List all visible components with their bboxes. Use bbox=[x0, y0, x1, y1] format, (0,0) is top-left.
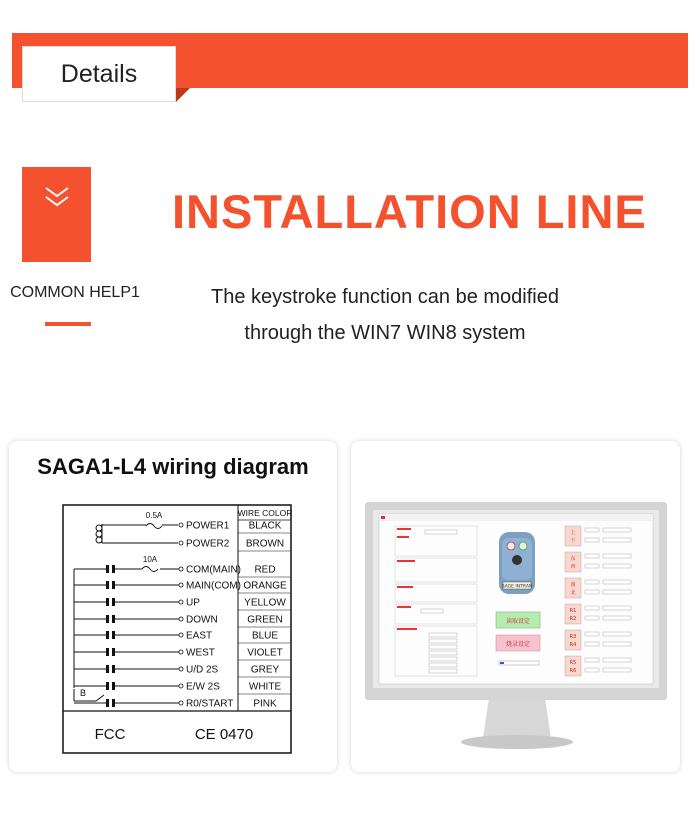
svg-text:读取设定: 读取设定 bbox=[505, 618, 531, 625]
wire-color-label: YELLOW bbox=[244, 597, 286, 609]
contact-symbol bbox=[112, 699, 115, 707]
key-input bbox=[585, 668, 599, 672]
wiring-row bbox=[74, 682, 291, 695]
key-input bbox=[585, 616, 599, 620]
contact-symbol bbox=[106, 699, 109, 707]
contact-symbol bbox=[106, 615, 109, 623]
contact-symbol bbox=[112, 565, 115, 573]
key-dropdown[interactable] bbox=[603, 632, 631, 636]
monitor-screenshot bbox=[365, 502, 667, 758]
wire-color-label: GREY bbox=[250, 664, 280, 676]
wiring-row bbox=[74, 565, 291, 578]
key-dropdown[interactable] bbox=[603, 580, 631, 584]
terminal-circle bbox=[179, 523, 183, 527]
wire-color-label: GREEN bbox=[247, 614, 283, 626]
transformer-symbol bbox=[96, 524, 178, 543]
wiring-row bbox=[74, 665, 291, 678]
double-chevron-down-icon bbox=[44, 185, 70, 211]
terminal-circle bbox=[179, 541, 183, 545]
wire-color-label: BLUE bbox=[251, 630, 279, 642]
key-dropdown[interactable] bbox=[603, 528, 631, 532]
details-label: Details bbox=[60, 59, 138, 88]
wire-color-label: BROWN bbox=[245, 538, 285, 550]
terminal-circle bbox=[179, 617, 183, 621]
contact-symbol bbox=[112, 615, 115, 623]
key-input bbox=[585, 564, 599, 568]
details-fold-decoration bbox=[176, 88, 190, 102]
read-settings-button[interactable] bbox=[496, 612, 540, 628]
fcc-label: FCC bbox=[94, 726, 126, 743]
contact-symbol bbox=[106, 565, 109, 573]
key-dropdown[interactable] bbox=[603, 668, 631, 672]
ce-label: CE 0470 bbox=[194, 726, 254, 743]
wire-color-label: PINK bbox=[253, 698, 277, 710]
contact-symbol bbox=[106, 682, 109, 690]
contact-symbol bbox=[106, 598, 109, 606]
software-card bbox=[351, 441, 680, 772]
key-tile-label: R5 bbox=[569, 660, 577, 666]
wire-color-label: WHITE bbox=[248, 681, 282, 693]
key-tile-label: 西 bbox=[570, 564, 576, 570]
app-logo-icon bbox=[381, 516, 385, 519]
terminal-label: U/D 2S bbox=[186, 664, 219, 676]
terminal-label: EAST bbox=[186, 630, 213, 642]
help-tile bbox=[22, 167, 91, 262]
terminal-label: DOWN bbox=[186, 614, 218, 626]
terminal-circle bbox=[179, 684, 183, 688]
fuse-1-label: 0.5A bbox=[145, 511, 163, 520]
progress-slider bbox=[499, 661, 539, 665]
key-dropdown[interactable] bbox=[603, 590, 631, 594]
common-help-label: COMMON HELP1 bbox=[10, 284, 140, 301]
wiring-row bbox=[74, 699, 291, 712]
terminal-circle bbox=[179, 650, 183, 654]
wiring-row bbox=[74, 631, 291, 644]
terminal-circle bbox=[179, 667, 183, 671]
contact-symbol bbox=[112, 598, 115, 606]
contact-symbol bbox=[106, 648, 109, 656]
key-input bbox=[585, 580, 599, 584]
key-dropdown[interactable] bbox=[603, 606, 631, 610]
contact-symbol bbox=[112, 665, 115, 673]
fuse-1-symbol bbox=[146, 524, 162, 529]
contact-symbol bbox=[106, 631, 109, 639]
wiring-rows bbox=[74, 521, 291, 712]
contact-symbol bbox=[112, 631, 115, 639]
key-dropdown[interactable] bbox=[603, 642, 631, 646]
wiring-row bbox=[74, 615, 291, 628]
key-input bbox=[585, 658, 599, 662]
wire-color-label: BLACK bbox=[248, 520, 282, 532]
wiring-row bbox=[179, 539, 291, 552]
key-tile-label: 北 bbox=[570, 590, 576, 596]
terminal-label: R0/START bbox=[186, 698, 234, 710]
terminal-circle bbox=[179, 633, 183, 637]
key-tile-label: 南 bbox=[570, 582, 576, 588]
monitor-base bbox=[461, 735, 573, 749]
monitor-stand bbox=[483, 698, 551, 738]
help-underline bbox=[45, 322, 91, 326]
details-tab bbox=[22, 46, 176, 102]
terminal-circle bbox=[179, 583, 183, 587]
write-settings-button[interactable] bbox=[496, 635, 540, 651]
app-titlebar bbox=[379, 514, 653, 521]
wiring-row bbox=[74, 581, 291, 594]
key-dropdown[interactable] bbox=[603, 658, 631, 662]
subtitle-line-1: The keystroke function can be modified bbox=[211, 286, 559, 308]
b-label: B bbox=[80, 688, 87, 698]
remote-control-image bbox=[499, 532, 535, 594]
terminal-circle bbox=[179, 600, 183, 604]
wiring-row bbox=[74, 648, 291, 661]
wiring-diagram-card bbox=[9, 441, 337, 772]
contact-symbol bbox=[112, 682, 115, 690]
key-input bbox=[585, 538, 599, 542]
key-input bbox=[585, 632, 599, 636]
key-input bbox=[585, 642, 599, 646]
wire-color-header: WIRE COLOR bbox=[237, 508, 293, 518]
key-tile-label: R1 bbox=[569, 608, 577, 614]
wire-color-label: ORANGE bbox=[243, 580, 287, 592]
wire-color-label: VIOLET bbox=[247, 647, 283, 659]
contact-symbol bbox=[112, 581, 115, 589]
key-tile-label: R4 bbox=[569, 642, 577, 648]
wire-color-label: RED bbox=[254, 564, 276, 576]
contact-symbol bbox=[106, 665, 109, 673]
wiring-diagram-title: SAGA1-L4 wiring diagram bbox=[37, 454, 309, 479]
key-tile-label: 东 bbox=[570, 556, 576, 562]
fuse-2-label: 10A bbox=[142, 555, 158, 564]
terminal-label: UP bbox=[186, 597, 200, 609]
key-dropdown[interactable] bbox=[603, 554, 631, 558]
remote-label: SAGE INTRAN bbox=[501, 584, 533, 590]
wiring-row bbox=[74, 598, 291, 611]
terminal-circle bbox=[179, 701, 183, 705]
section-title: INSTALLATION LINE bbox=[172, 185, 647, 238]
key-tile-label: 上 bbox=[570, 530, 576, 536]
terminal-label: E/W 2S bbox=[186, 681, 220, 693]
terminal-label: POWER2 bbox=[186, 538, 230, 550]
key-tile-label: R2 bbox=[569, 616, 577, 622]
wiring-diagram bbox=[62, 503, 294, 758]
contact-symbol bbox=[112, 648, 115, 656]
key-tile-label: R6 bbox=[569, 668, 577, 674]
svg-text:烧录设定: 烧录设定 bbox=[505, 641, 531, 648]
key-dropdown[interactable] bbox=[603, 616, 631, 620]
terminal-label: WEST bbox=[186, 647, 215, 659]
terminal-label: POWER1 bbox=[186, 520, 230, 532]
terminal-label: MAIN(COM) bbox=[186, 580, 241, 592]
key-input bbox=[585, 528, 599, 532]
key-input bbox=[585, 606, 599, 610]
key-tile-label: 下 bbox=[570, 538, 576, 544]
fuse-2-symbol bbox=[142, 567, 158, 572]
key-dropdown[interactable] bbox=[603, 538, 631, 542]
key-dropdown[interactable] bbox=[603, 564, 631, 568]
key-input bbox=[585, 554, 599, 558]
terminal-label: COM(MAIN) bbox=[186, 564, 241, 576]
key-tile-label: R3 bbox=[569, 634, 577, 640]
contact-symbol bbox=[106, 581, 109, 589]
wiring-row bbox=[179, 521, 291, 534]
key-input bbox=[585, 590, 599, 594]
terminal-circle bbox=[179, 567, 183, 571]
subtitle-line-2: through the WIN7 WIN8 system bbox=[244, 322, 526, 344]
